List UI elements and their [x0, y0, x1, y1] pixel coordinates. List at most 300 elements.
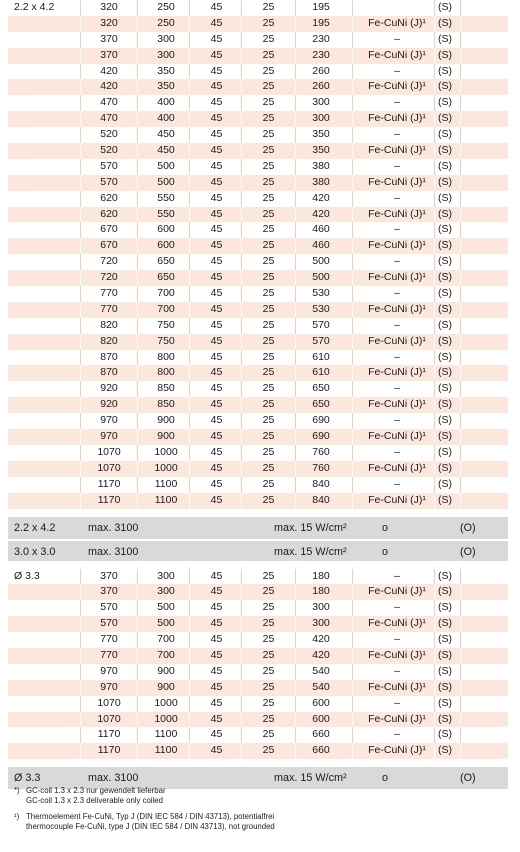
column-divider	[80, 207, 81, 223]
column-divider	[460, 254, 461, 270]
column-divider	[137, 238, 138, 254]
column-divider	[460, 727, 461, 743]
power-cell: 420	[312, 207, 330, 220]
column-divider	[460, 95, 461, 111]
table-row	[8, 270, 508, 286]
power-cell: 300	[312, 112, 330, 125]
table-row	[8, 743, 508, 759]
column-divider	[241, 632, 242, 648]
cold-end-cell: 25	[262, 64, 275, 77]
table-row	[8, 413, 508, 429]
column-divider	[189, 143, 190, 159]
heated-length-cell: 900	[157, 680, 175, 693]
column-divider	[80, 48, 81, 64]
heated-length-cell: 1000	[154, 445, 178, 458]
lead-cell: 45	[210, 680, 223, 693]
cold-end-cell: 25	[262, 461, 275, 474]
column-divider	[189, 727, 190, 743]
code-cell: (S)	[438, 159, 452, 172]
column-divider	[137, 318, 138, 334]
column-divider	[352, 493, 353, 509]
column-divider	[80, 397, 81, 413]
column-divider	[137, 397, 138, 413]
length-cell: 620	[100, 191, 118, 204]
thermocouple-cell: –	[394, 601, 400, 614]
column-divider	[80, 302, 81, 318]
power-cell: 760	[312, 461, 330, 474]
column-divider	[352, 254, 353, 270]
table-row	[8, 207, 508, 223]
column-divider	[352, 461, 353, 477]
column-divider	[80, 318, 81, 334]
length-cell: 370	[100, 48, 118, 61]
column-divider	[80, 648, 81, 664]
table-row	[8, 648, 508, 664]
lead-cell: 45	[210, 696, 223, 709]
column-divider	[460, 286, 461, 302]
column-divider	[137, 616, 138, 632]
length-cell: 520	[100, 144, 118, 157]
lead-cell: 45	[210, 128, 223, 141]
column-divider	[137, 664, 138, 680]
length-cell: 1070	[97, 461, 121, 474]
column-divider	[189, 318, 190, 334]
heated-length-cell: 700	[157, 302, 175, 315]
column-divider	[241, 712, 242, 728]
lead-cell: 45	[210, 144, 223, 157]
column-divider	[460, 365, 461, 381]
column-divider	[80, 270, 81, 286]
power-cell: 180	[312, 569, 330, 582]
length-cell: 320	[100, 16, 118, 29]
power-cell: 660	[312, 728, 330, 741]
column-divider	[80, 175, 81, 191]
heated-length-cell: 300	[157, 585, 175, 598]
length-cell: 570	[100, 617, 118, 630]
code-cell: (S)	[438, 287, 452, 300]
column-divider	[352, 32, 353, 48]
thermocouple-cell: Fe-CuNi (J)¹	[368, 112, 426, 125]
lead-cell: 45	[210, 64, 223, 77]
table-row	[8, 334, 508, 350]
column-divider	[80, 727, 81, 743]
column-divider	[80, 445, 81, 461]
column-divider	[460, 222, 461, 238]
table-row	[8, 286, 508, 302]
column-divider	[137, 79, 138, 95]
table-row	[8, 696, 508, 712]
heated-length-cell: 650	[157, 255, 175, 268]
column-divider	[137, 712, 138, 728]
lead-cell: 45	[210, 744, 223, 757]
lead-cell: 45	[210, 445, 223, 458]
thermocouple-cell: Fe-CuNi (J)¹	[368, 175, 426, 188]
heated-length-cell: 250	[157, 16, 175, 29]
column-divider	[80, 600, 81, 616]
column-divider	[80, 493, 81, 509]
length-cell: 1170	[97, 744, 121, 757]
lead-cell: 45	[210, 633, 223, 646]
length-cell: 820	[100, 334, 118, 347]
cold-end-cell: 25	[262, 175, 275, 188]
lead-cell: 45	[210, 493, 223, 506]
code-cell: (S)	[438, 64, 452, 77]
power-cell: 570	[312, 318, 330, 331]
column-divider	[241, 445, 242, 461]
thermocouple-cell: Fe-CuNi (J)¹	[368, 207, 426, 220]
column-divider	[80, 191, 81, 207]
column-divider	[80, 461, 81, 477]
column-divider	[241, 0, 242, 16]
column-divider	[80, 0, 81, 16]
heated-length-cell: 500	[157, 175, 175, 188]
column-divider	[137, 159, 138, 175]
column-divider	[352, 648, 353, 664]
heated-length-cell: 400	[157, 96, 175, 109]
code-cell: (S)	[438, 633, 452, 646]
thermocouple-cell: Fe-CuNi (J)¹	[368, 680, 426, 693]
column-divider	[460, 207, 461, 223]
dimension-label: Ø 3.3	[14, 569, 40, 582]
lead-cell: 45	[210, 48, 223, 61]
column-divider	[137, 16, 138, 32]
length-cell: 970	[100, 664, 118, 677]
column-divider	[241, 616, 242, 632]
column-divider	[460, 429, 461, 445]
column-divider	[352, 95, 353, 111]
column-divider	[80, 413, 81, 429]
column-divider	[352, 727, 353, 743]
code-cell: (S)	[438, 80, 452, 93]
column-divider	[241, 664, 242, 680]
power-cell: 460	[312, 223, 330, 236]
column-divider	[460, 569, 461, 585]
thermocouple-cell: –	[394, 477, 400, 490]
code-cell: (S)	[438, 191, 452, 204]
code-cell: (S)	[438, 477, 452, 490]
heated-length-cell: 600	[157, 239, 175, 252]
code-cell: (S)	[438, 96, 452, 109]
column-divider	[189, 254, 190, 270]
column-divider	[189, 64, 190, 80]
power-cell: 195	[312, 1, 330, 13]
code-cell: (S)	[438, 414, 452, 427]
column-divider	[189, 696, 190, 712]
summary-dimension: 2.2 x 4.2	[14, 521, 56, 534]
column-divider	[137, 648, 138, 664]
code-cell: (S)	[438, 680, 452, 693]
code-cell: (S)	[438, 32, 452, 45]
table-row	[8, 254, 508, 270]
thermocouple-cell: Fe-CuNi (J)¹	[368, 398, 426, 411]
thermocouple-cell: Fe-CuNi (J)¹	[368, 617, 426, 630]
column-divider	[137, 334, 138, 350]
length-cell: 920	[100, 398, 118, 411]
column-divider	[352, 79, 353, 95]
group-spacer	[8, 759, 508, 767]
heated-length-cell: 700	[157, 287, 175, 300]
column-divider	[352, 445, 353, 461]
thermocouple-cell: –	[394, 223, 400, 236]
thermocouple-cell: –	[394, 664, 400, 677]
code-cell: (S)	[438, 144, 452, 157]
column-divider	[241, 238, 242, 254]
column-divider	[352, 191, 353, 207]
column-divider	[460, 664, 461, 680]
column-divider	[241, 318, 242, 334]
column-divider	[241, 64, 242, 80]
cold-end-cell: 25	[262, 302, 275, 315]
length-cell: 370	[100, 585, 118, 598]
column-divider	[241, 648, 242, 664]
column-divider	[80, 143, 81, 159]
cold-end-cell: 25	[262, 271, 275, 284]
column-divider	[189, 32, 190, 48]
column-divider	[460, 302, 461, 318]
power-cell: 460	[312, 239, 330, 252]
column-divider	[460, 381, 461, 397]
table-row	[8, 350, 508, 366]
lead-cell: 45	[210, 318, 223, 331]
column-divider	[189, 222, 190, 238]
lead-cell: 45	[210, 430, 223, 443]
lead-cell: 45	[210, 96, 223, 109]
column-divider	[80, 159, 81, 175]
power-cell: 180	[312, 585, 330, 598]
length-cell: 770	[100, 287, 118, 300]
cold-end-cell: 25	[262, 696, 275, 709]
heated-length-cell: 750	[157, 334, 175, 347]
code-cell: (S)	[438, 255, 452, 268]
column-divider	[460, 191, 461, 207]
table-row	[8, 664, 508, 680]
column-divider	[189, 95, 190, 111]
column-divider	[241, 159, 242, 175]
length-cell: 770	[100, 302, 118, 315]
column-divider	[241, 461, 242, 477]
code-cell: (S)	[438, 112, 452, 125]
power-cell: 420	[312, 191, 330, 204]
column-divider	[80, 696, 81, 712]
table-row	[8, 175, 508, 191]
column-divider	[460, 680, 461, 696]
column-divider	[189, 16, 190, 32]
cold-end-cell: 25	[262, 617, 275, 630]
table-row	[8, 222, 508, 238]
column-divider	[460, 493, 461, 509]
thermocouple-cell: –	[394, 64, 400, 77]
column-divider	[137, 207, 138, 223]
lead-cell: 45	[210, 16, 223, 29]
column-divider	[352, 584, 353, 600]
heated-length-cell: 850	[157, 398, 175, 411]
column-divider	[352, 664, 353, 680]
column-divider	[241, 493, 242, 509]
code-cell: (S)	[438, 334, 452, 347]
table-row	[8, 111, 508, 127]
lead-cell: 45	[210, 617, 223, 630]
code-cell: (S)	[438, 744, 452, 757]
footnote-mark: ¹)	[14, 812, 20, 822]
cold-end-cell: 25	[262, 32, 275, 45]
column-divider	[352, 334, 353, 350]
code-cell: (S)	[438, 728, 452, 741]
column-divider	[241, 32, 242, 48]
column-divider	[137, 0, 138, 16]
column-divider	[189, 48, 190, 64]
power-cell: 540	[312, 680, 330, 693]
column-divider	[137, 302, 138, 318]
code-cell: (S)	[438, 461, 452, 474]
code-cell: (S)	[438, 207, 452, 220]
cold-end-cell: 25	[262, 430, 275, 443]
column-divider	[352, 302, 353, 318]
column-divider	[80, 680, 81, 696]
cold-end-cell: 25	[262, 680, 275, 693]
power-cell: 350	[312, 128, 330, 141]
heated-length-cell: 1100	[154, 728, 178, 741]
length-cell: 570	[100, 159, 118, 172]
column-divider	[137, 143, 138, 159]
column-divider	[352, 569, 353, 585]
table-row	[8, 0, 508, 16]
table-row	[8, 429, 508, 445]
length-cell: 1070	[97, 445, 121, 458]
power-cell: 300	[312, 617, 330, 630]
cold-end-cell: 25	[262, 398, 275, 411]
table-row	[8, 191, 508, 207]
column-divider	[137, 461, 138, 477]
column-divider	[137, 286, 138, 302]
column-divider	[137, 64, 138, 80]
column-divider	[189, 286, 190, 302]
lead-cell: 45	[210, 112, 223, 125]
column-divider	[137, 381, 138, 397]
power-cell: 380	[312, 159, 330, 172]
heated-length-cell: 900	[157, 414, 175, 427]
column-divider	[352, 238, 353, 254]
cold-end-cell: 25	[262, 16, 275, 29]
summary-watt: max. 15 W/cm²	[274, 772, 347, 785]
column-divider	[352, 600, 353, 616]
column-divider	[80, 584, 81, 600]
cold-end-cell: 25	[262, 569, 275, 582]
heated-length-cell: 1000	[154, 696, 178, 709]
cold-end-cell: 25	[262, 159, 275, 172]
length-cell: 470	[100, 96, 118, 109]
heated-length-cell: 800	[157, 366, 175, 379]
thermocouple-cell: –	[394, 255, 400, 268]
group-spacer	[8, 561, 508, 569]
column-divider	[137, 680, 138, 696]
column-divider	[241, 429, 242, 445]
thermocouple-cell: Fe-CuNi (J)¹	[368, 430, 426, 443]
cold-end-cell: 25	[262, 112, 275, 125]
length-cell: 920	[100, 382, 118, 395]
length-cell: 520	[100, 128, 118, 141]
lead-cell: 45	[210, 334, 223, 347]
thermocouple-cell: Fe-CuNi (J)¹	[368, 144, 426, 157]
length-cell: 770	[100, 648, 118, 661]
column-divider	[137, 413, 138, 429]
lead-cell: 45	[210, 287, 223, 300]
cold-end-cell: 25	[262, 128, 275, 141]
column-divider	[80, 616, 81, 632]
table-row	[8, 569, 508, 585]
table-row	[8, 79, 508, 95]
column-divider	[80, 350, 81, 366]
column-divider	[460, 350, 461, 366]
lead-cell: 45	[210, 601, 223, 614]
length-cell: 570	[100, 601, 118, 614]
power-cell: 650	[312, 382, 330, 395]
column-divider	[352, 680, 353, 696]
summary-row	[8, 517, 508, 539]
column-divider	[189, 0, 190, 16]
table-row	[8, 477, 508, 493]
table-row	[8, 600, 508, 616]
length-cell: 420	[100, 64, 118, 77]
column-divider	[137, 727, 138, 743]
column-divider	[241, 334, 242, 350]
lead-cell: 45	[210, 302, 223, 315]
length-cell: 1170	[97, 477, 121, 490]
footnote-line: GC-coil 1.3 x 2.3 deliverable only coiled	[26, 795, 163, 805]
summary-symbol: o	[382, 772, 389, 785]
column-divider	[460, 696, 461, 712]
column-divider	[137, 48, 138, 64]
heated-length-cell: 600	[157, 223, 175, 236]
column-divider	[137, 445, 138, 461]
code-cell: (S)	[438, 271, 452, 284]
column-divider	[460, 461, 461, 477]
code-cell: (S)	[438, 175, 452, 188]
column-divider	[189, 584, 190, 600]
column-divider	[352, 429, 353, 445]
heated-length-cell: 550	[157, 207, 175, 220]
power-cell: 420	[312, 648, 330, 661]
length-cell: 870	[100, 350, 118, 363]
column-divider	[80, 381, 81, 397]
code-cell: (S)	[438, 366, 452, 379]
lead-cell: 45	[210, 1, 223, 13]
code-cell: (S)	[438, 382, 452, 395]
cold-end-cell: 25	[262, 1, 275, 13]
lead-cell: 45	[210, 80, 223, 93]
heated-length-cell: 500	[157, 601, 175, 614]
column-divider	[460, 175, 461, 191]
cold-end-cell: 25	[262, 96, 275, 109]
column-divider	[189, 632, 190, 648]
power-cell: 840	[312, 477, 330, 490]
thermocouple-cell: –	[394, 96, 400, 109]
footnote-line: GC-coil 1.3 x 2.3 nur gewendelt lieferbar	[26, 786, 166, 795]
column-divider	[352, 111, 353, 127]
column-divider	[80, 32, 81, 48]
power-cell: 760	[312, 445, 330, 458]
column-divider	[189, 680, 190, 696]
cold-end-cell: 25	[262, 287, 275, 300]
column-divider	[189, 79, 190, 95]
column-divider	[189, 493, 190, 509]
column-divider	[241, 79, 242, 95]
column-divider	[460, 616, 461, 632]
lead-cell: 45	[210, 255, 223, 268]
power-cell: 230	[312, 48, 330, 61]
lead-cell: 45	[210, 569, 223, 582]
column-divider	[352, 632, 353, 648]
heated-length-cell: 450	[157, 128, 175, 141]
